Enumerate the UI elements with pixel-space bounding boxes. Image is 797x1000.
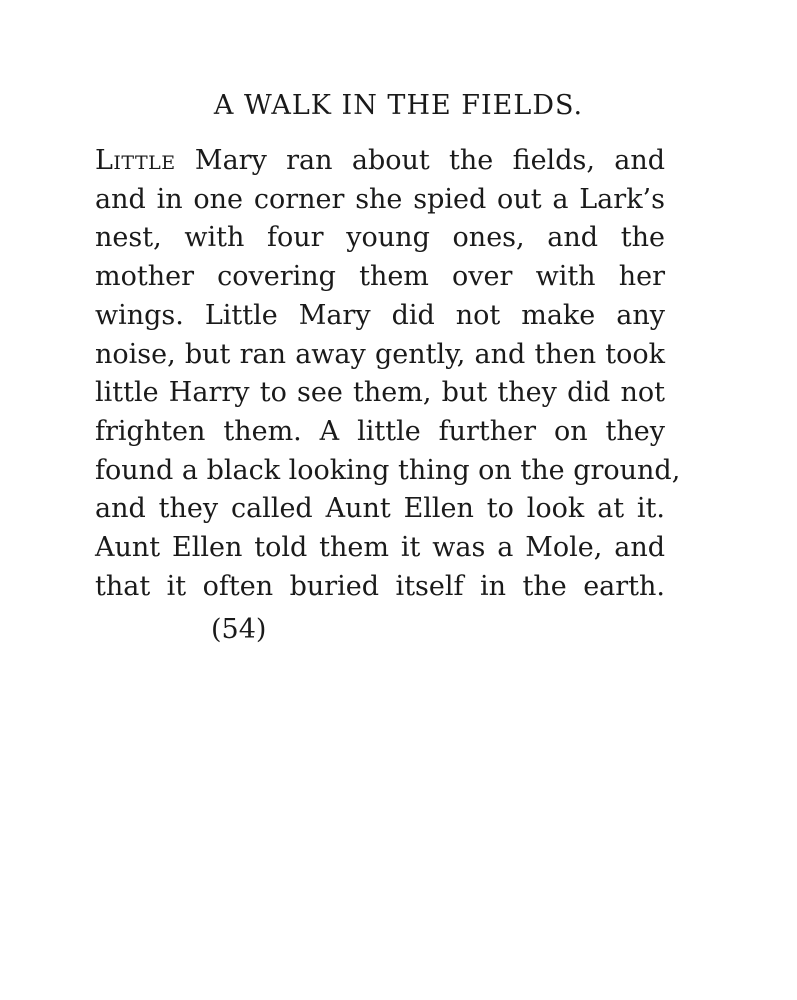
body-text xyxy=(95,142,681,606)
text-line-5: wings. Little Mary did not make any xyxy=(95,299,665,331)
text-line-2: and in one corner she spied out a Lark’s xyxy=(95,183,665,215)
text-line-11: Aunt Ellen told them it was a Mole, and xyxy=(95,532,665,564)
text-line-8: frighten them. A little further on they xyxy=(95,415,665,447)
text-line-12: that it often buried itself in the earth. xyxy=(95,570,665,602)
page-number: (54) xyxy=(211,614,267,645)
text-line-9: found a black looking thing on the ground, xyxy=(95,454,681,486)
text-line-7: little Harry to see them, but they did not xyxy=(95,377,665,409)
text-line-6: noise, but ran away gently, and then took xyxy=(95,338,665,370)
chapter-title: A WALK IN THE FIELDS. xyxy=(213,90,584,121)
text-line-1 xyxy=(95,142,665,181)
text-line-3: nest, with four young ones, and the xyxy=(95,222,665,254)
text-line-1-rest: Mary ran about the fields, and xyxy=(175,145,665,176)
text-line-10: and they called Aunt Ellen to look at it. xyxy=(95,493,665,525)
text-line-4: mother covering them over with her xyxy=(95,261,665,293)
drop-word: Little xyxy=(95,145,176,176)
